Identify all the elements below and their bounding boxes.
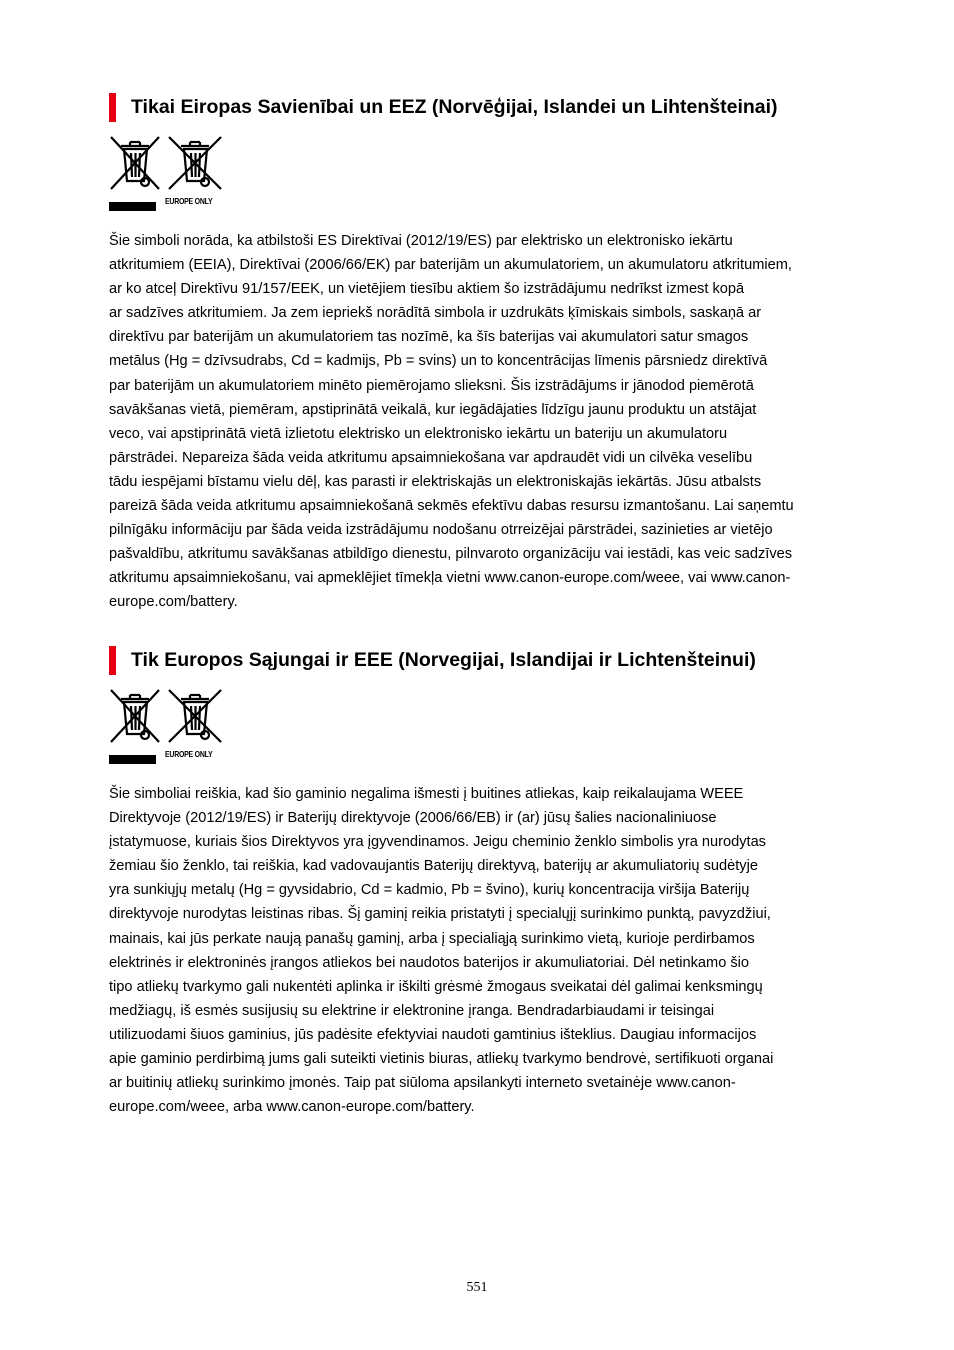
paragraph-line: utilizuodami šiuos gaminius, jūs padėsite efektyviai naudoti gamtinius išteklius. Daugiau informacijos xyxy=(109,1026,757,1043)
weee-symbols xyxy=(109,688,869,766)
paragraph-line: europe.com/battery. xyxy=(109,594,238,611)
paragraph-line: tipo atliekų tvarkymo gali nukentėti aplinka ir iškilti grėsmė žmogaus sveikatai dėl galimai kenksmingų xyxy=(109,978,763,995)
section-eu-latvian xyxy=(109,92,869,615)
europe-only-caption: EUROPE ONLY xyxy=(165,749,213,759)
paragraph-line: apie gaminio perdirbimą jums gali suteikti vietinis biuras, atliekų tvarkymo bendrovė, sertifikuoti organai xyxy=(109,1051,774,1068)
crossed-bin-icon xyxy=(166,688,224,746)
paragraph-line: ar buitinių atliekų surinkimo įmonės. Taip pat siūloma apsilankyti interneto svetainėje www.canon- xyxy=(109,1075,736,1092)
section-paragraph xyxy=(109,229,869,615)
paragraph-line: tādu iespējami bīstamu vielu dēļ, kas parasti ir elektriskajās un elektroniskajās iekārtās. Jūsu atbalsts xyxy=(109,473,762,490)
paragraph-line: metālus (Hg = dzīvsudrabs, Cd = kadmijs, Pb = svins) un to koncentrācijas līmenis pārsniedz direktīvā xyxy=(109,353,768,370)
heading-accent-bar xyxy=(109,646,116,675)
section-title: Tikai Eiropas Savienībai un EEZ (Norvēģijai, Islandei un Lihtenšteinai) xyxy=(131,96,778,118)
paragraph-line: direktyvoje nurodytas leistinas ribas. Šį gaminį reikia pristatyti į specialųjį surinkimo punktą, pavyzdžiui, xyxy=(109,906,771,923)
paragraph-line: direktīvu par baterijām un akumulatoriem tas nozīmē, ka šīs baterijas vai akumulatori satur smagos xyxy=(109,329,749,346)
crossed-bin-icon xyxy=(109,688,161,746)
paragraph-line: žemiau šio ženklo, tai reiškia, kad vadovaujantis Baterijų direktyvą, baterijų ar akumuliatorių sudėtyje xyxy=(109,858,758,875)
weee-symbols xyxy=(109,135,869,213)
paragraph-line: par baterijām un akumulatoriem minēto piemērojamo slieksni. Šis izstrādājums ir jānodod piemērotā xyxy=(109,377,754,394)
paragraph-line: pašvaldību, atkritumu savākšanas atbildīgo dienestu, pilnvaroto organizāciju vai iestādi, kas veic sadzīves xyxy=(109,546,793,563)
paragraph-line: Šie simboliai reiškia, kad šio gaminio negalima išmesti į buitines atliekas, kaip reikalaujama WEEE xyxy=(109,786,744,802)
paragraph-line: europe.com/weee, arba www.canon-europe.com/battery. xyxy=(109,1099,475,1116)
paragraph-line: elektrinės ir elektroninės įrangos atliekos bei naudotos baterijos ir akumuliatoriai. Dėl netinkamo šio xyxy=(109,954,750,971)
paragraph-line: ar sadzīves atkritumiem. Ja zem iepriekš norādītā simbola ir uzdrukāts ķīmiskais simbols, saskaņā ar xyxy=(109,305,762,322)
heading-accent-bar xyxy=(109,93,116,122)
paragraph-line: atkritumu apsaimniekošanu, vai apmeklējiet tīmekļa vietni www.canon-europe.com/weee, vai www.canon- xyxy=(109,570,791,587)
paragraph-line: pārstrādei. Nepareiza šāda veida atkritumu apsaimniekošana var apdraudēt vidi un cilvēka veselību xyxy=(109,449,753,466)
paragraph-line: įstatymuose, kuriais šios Direktyvos yra įgyvendinamos. Jeigu cheminio ženklo simbolis yra nurodytas xyxy=(109,834,766,851)
crossed-bin-icon xyxy=(109,135,161,193)
battery-bar-symbol xyxy=(109,755,156,764)
section-paragraph xyxy=(109,782,869,1119)
paragraph-line: Šie simboli norāda, ka atbilstoši ES Direktīvai (2012/19/ES) par elektrisko un elektronisko iekārtu xyxy=(109,233,733,249)
section-heading xyxy=(109,92,869,122)
crossed-bin-icon xyxy=(166,135,224,193)
paragraph-line: pareizā šāda veida atkritumu apsaimniekošanā sekmēs efektīvu dabas resursu izmantošanu. Lai saņemtu xyxy=(109,498,794,515)
battery-bar-symbol xyxy=(109,202,156,211)
paragraph-line: savākšanas vietā, piemēram, apstiprinātā veikalā, kur iegādājaties līdzīgu jaunu produktu un atstājat xyxy=(109,401,757,418)
section-title: Tik Europos Sąjungai ir EEE (Norvegijai, Islandijai ir Lichtenšteinui) xyxy=(131,649,756,671)
paragraph-line: mainais, kai jūs perkate naują panašų gaminį, arba į specialiąją surinkimo vietą, kurioje perdirbamos xyxy=(109,930,755,947)
section-eu-lithuanian xyxy=(109,645,869,1119)
paragraph-line: atkritumiem (EEIA), Direktīvai (2006/66/EK) par baterijām un akumulatoriem, un akumulatoru atkritumiem, xyxy=(109,257,792,274)
page-number: 551 xyxy=(466,1280,488,1295)
europe-only-caption: EUROPE ONLY xyxy=(165,196,213,206)
paragraph-line: ar ko atceļ Direktīvu 91/157/EEK, un vietējiem tiesību aktiem šo izstrādājumu nedrīkst izmest kopā xyxy=(109,281,745,298)
paragraph-line: yra sunkiųjų metalų (Hg = gyvsidabrio, Cd = kadmio, Pb = švino), kurių koncentracija viršija Baterijų xyxy=(109,882,750,899)
paragraph-line: veco, vai apstiprinātā vietā izlietotu elektrisko un elektronisko iekārtu un bateriju un akumulatoru xyxy=(109,425,728,442)
section-heading xyxy=(109,645,869,675)
paragraph-line: medžiagų, iš esmės susijusių su elektrine ir elektronine įranga. Bendradarbiaudami ir teisingai xyxy=(109,1002,715,1019)
paragraph-line: pilnīgāku informāciju par šāda veida izstrādājumu nodošanu otrreizējai pārstrādei, sazinieties ar vietējo xyxy=(109,522,773,539)
paragraph-line: Direktyvoje (2012/19/ES) ir Baterijų direktyvoje (2006/66/EB) ir (ar) jūsų šalies nacionaliniuose xyxy=(109,810,717,827)
